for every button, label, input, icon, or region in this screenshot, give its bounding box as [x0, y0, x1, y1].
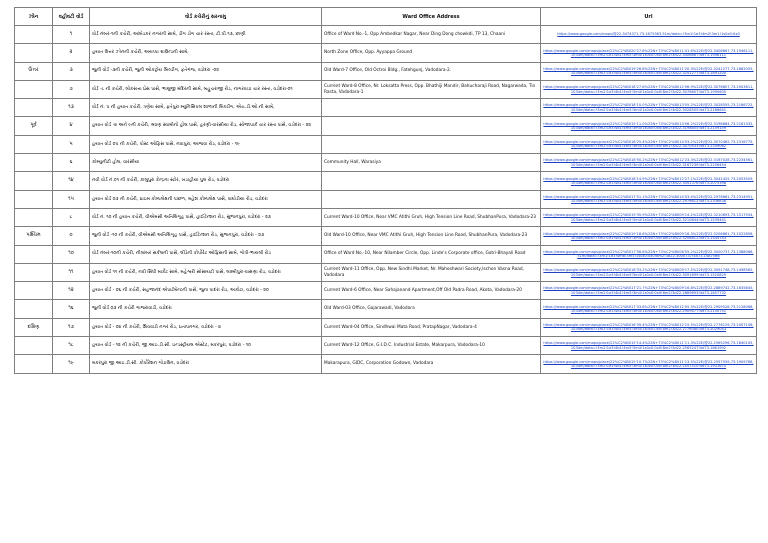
- ward-number-cell: ૧૧: [53, 263, 90, 281]
- map-url-link[interactable]: https://www.google.com/maps/place/22%C2%B017'33.8%22N+73%C2%B012'05.3%22E/@22.2909526,73.2128068,1034m/data=!3m2!1e3!4b1!4m5!3m4!1s0x0:0x0!8m2!3d22.2909477!4d73.2150751: [541, 300, 757, 318]
- ward-office-address-cell: Office of Ward No.-1, Opp Ambedkar Nagar, Near Ding Dong chowkdi, TP 13, Chaani: [322, 26, 541, 44]
- zone-cell: [15, 208, 53, 226]
- header-zone: ઝોન: [15, 8, 53, 26]
- zone-cell: [15, 154, 53, 172]
- map-url-link[interactable]: https://www.google.com/maps/place/22%C2%B017'56.6%22N+73%C2%B008'55.2%22E/@22.3000737,73.1388068,51m/data=!3m1!1e3!4m6!3m5!1s0x0:0x0!8m2!3d22.3000737!4d73.1487566: [541, 245, 757, 263]
- ward-office-address-cell: Current Ward-04 Office, Sindhwai Mata Road, PratapNagar, Vadodara-4: [322, 318, 541, 336]
- ward-office-gujarati-cell: હયાત વોર્ડ ૧૧ ની કચેરી, નવી સિંધી માર્કેટ સામે, મહેશ્વરી સોસાયટી પાસે, લક્ષ્મીપુરા-વાસણા રોડ, વડોદરા: [90, 263, 322, 281]
- table-row: [15, 154, 757, 172]
- ward-number-cell: ૧૮: [53, 337, 90, 355]
- ward-office-address-cell: Current Ward-12 Office, G.I.D.C. Industrial Estate, Makarpura, Vadodara-10: [322, 337, 541, 355]
- table-row: [15, 355, 757, 373]
- ward-number-cell: ૩: [53, 62, 90, 80]
- ward-number-cell: ૧૩: [53, 99, 90, 117]
- zone-cell: [15, 99, 53, 117]
- ward-office-address-cell: [322, 172, 541, 190]
- zone-cell: [15, 172, 53, 190]
- table-row: [15, 26, 757, 44]
- ward-office-gujarati-cell: હયાત વોર્ડ - ૦૬ ની કચેરી, સહજાનંદ એપાર્ટમેન્ટની પાસે, જુના પાદરા રોડ, અકોટા, વડોદરા - ૨૦: [90, 282, 322, 300]
- table-row: [15, 227, 757, 245]
- map-url-link[interactable]: https://www.google.com/maps/place/22%C2%B018'50.2%22N+73%C2%B012'23.3%22E/@22.3167028,73.2234561,1034m/data=!3m2!1e3!4b1!4m5!3m4!1s0x0:0x0!8m2!3d22.3167239!4d73.2256454: [541, 154, 757, 172]
- ward-office-gujarati-cell: જુની વોર્ડ ૦૩ ની કચેરી ગાજરાવાડી, વડોદરા: [90, 300, 322, 318]
- ward-office-address-cell: Current Ward-11 Office, Opp. New Sindhi Market, Nr. Maheshwari Society,Ischon Vasna Road, Vadodara: [322, 263, 541, 281]
- ward-office-address-cell: [322, 135, 541, 153]
- map-url-link[interactable]: https://www.google.com/maps/place/22%C2%B017'21.7%22N+73%C2%B009'16.8%22E/@22.2889742,73.1635845,1034m/data=!3m2!1e3!4b1!4m5!3m4!1s0x0:0x0!8m2!3d22.2889693!4d73.1657732: [541, 282, 757, 300]
- table-row: [15, 135, 757, 153]
- map-url-link[interactable]: https://www.google.com/maps/place/22%C2%B018'25.4%22N+73%C2%B014'03.2%22E/@22.3070482,73.2316775,1034m/data=!3m2!1e3!4b1!4m5!3m4!1s0x0:0x0!8m2!3d22.3070433!4d73.2339062: [541, 135, 757, 153]
- ward-office-gujarati-cell: હયાત વોર્ડ - ૧૨ ની કચેરી, જી.આઇ.ડી.સી. ઇન્ડસ્ટ્રીયલ એસ્ટેટ, મકરપુરા, વડોદરા - ૧૦: [90, 337, 322, 355]
- map-url-link[interactable]: https://www.google.com/maps/place/22%C2%B016'39.4%22N+73%C2%B012'15.5%22E/@22.2776129,73.2007156,1034m/data=!3m2!1e3!4b1!4m5!3m4!1s0x0:0x0!8m2!3d22.2776080!4d73.2029043: [541, 318, 757, 336]
- zone-cell: [15, 135, 53, 153]
- map-url-link[interactable]: https://www.google.com/maps/place/22%C2%B019'35.9%22N+73%C2%B009'14.2%22E/@22.3210893,73.1517554,1034m/data=!3m2!1e3!4b1!4m5!3m4!1s0x0:0x0!8m2!3d22.3210844!4d73.1539441: [541, 208, 757, 226]
- map-url-link[interactable]: https://www.google.com/maps/place/22%C2%B015'10.7%22N+73%C2%B011'13.5%22E/@22.2557559,73.1909788,1034m/data=!3m2!1e3!4b1!4m5!3m4!1s0x0:0x0!8m2!3d22.2557510!4d73.1931675: [541, 355, 757, 373]
- map-url-link[interactable]: https://www.google.com/maps/place/22%C2%B018'10.0%22N+73%C2%B013'05.2%22E/@22.3028555,73.2186722,1034m/data=!3m2!1e3!4b1!4m5!3m4!1s0x0:0x0!8m2!3d22.3028555!4d73.2186641: [541, 99, 757, 117]
- spreadsheet: [14, 7, 756, 374]
- ward-office-address-cell: [322, 190, 541, 208]
- map-url-link[interactable]: https://www.google.com/maps/place/22%C2%B018'14.9%22N+73%C2%B012'27.1%22E/@22.3041425,73.2053509,1034m/data=!3m2!1e3!4b1!4m5!3m4!1s0x0:0x0!8m2!3d22.3041376!4d73.2075398: [541, 172, 757, 190]
- ward-office-gujarati-cell: વોર્ડ નંબર-૧ની કચેરી, આંબેડકર નગરની સામે, ડીંગ ડોંગ ચાર રસ્તા, ટી.પી.૧૩, છાણી: [90, 26, 322, 44]
- ward-number-cell: ૮: [53, 208, 90, 226]
- table-row: [15, 263, 757, 281]
- ward-office-address-cell: North Zone Office, Opp. Ayyappa Ground: [322, 44, 541, 62]
- zone-cell: [15, 337, 53, 355]
- table-row: [15, 208, 757, 226]
- map-url-link[interactable]: https://www.google.com/maps/place/22%C2%B020'27.8%22N+73%C2%B011'41.6%22E/@22.3406667,73.1946111,1034m/data=!3m2!1e3!4b1!4m5!3m4!1s0x0:0x0!8m2!3d22.3406667!4d73.1946111: [541, 44, 757, 62]
- zone-cell: [15, 263, 53, 281]
- ward-office-address-cell: Community Hall, Warasiya: [322, 154, 541, 172]
- ward-number-cell: ૧૯: [53, 355, 90, 373]
- header-ward-office-address: Ward Office Address: [322, 8, 541, 26]
- ward-office-table: [14, 7, 757, 374]
- zone-cell: [15, 245, 53, 263]
- table-row: [15, 99, 757, 117]
- ward-office-gujarati-cell: કોમ્યુનીટી હોલ, વારસીયા: [90, 154, 322, 172]
- ward-number-cell: ૫: [53, 135, 90, 153]
- table-row: [15, 245, 757, 263]
- ward-office-address-cell: [322, 99, 541, 117]
- table-row: [15, 44, 757, 62]
- ward-office-gujarati-cell: નવી વોર્ડ નં.૦૧ ની કચેરી, કાલુપુરા કેન્દ્રના સ્ટોર, ખડાહીયા પુલ રોડ, વડોદરા: [90, 172, 322, 190]
- table-row: [15, 62, 757, 80]
- map-url-link[interactable]: https://www.google.com/maps/place/22%C2%B019'11.0%22N+73%C2%B013'06.2%22E/@22.3198884,73.2181332,1034m/data=!3m2!1e3!4b1!4m5!3m4!1s0x0:0x0!8m2!3d22.3198855!4d73.2159159: [541, 117, 757, 135]
- ward-number-cell: ૧૬: [53, 300, 90, 318]
- ward-office-gujarati-cell: હયાત વોર્ડ ૦૫ ની કચેરી, પોસ્ટ ઓફિસ પાસે, નવાપુરા, આજવા રોડ, વડોદરા - ૧૯: [90, 135, 322, 153]
- zone-cell: [15, 190, 53, 208]
- zone-cell: પશ્ચિમ: [15, 227, 53, 245]
- ward-office-gujarati-cell: વોર્ડ નંબર-૧૦ની કચેરી, નીલાંબર સર્કલની પાસે, લીંડેની કોર્પોરેટ ઓફિસની સામે, ગોત્રી-ભાયલી રોડ: [90, 245, 322, 263]
- zone-cell: [15, 80, 53, 98]
- map-url-link[interactable]: https://www.google.com/maps/@22.3474371,73.1675363,51m/data=!3m1!1e3!4m2!3m1!1s0x0:0x0: [541, 26, 757, 44]
- ward-office-address-cell: Old Ward-7 Office, Old Octroi Bldg., Fatehgunj, Vadodara-2.: [322, 62, 541, 80]
- ward-number-cell: ૦: [53, 227, 90, 245]
- ward-office-address-cell: Current Ward-8 Office, Nr. Loksatta Press, Opp. Bhathiji Mandir, Bahucharaji Road, Nagarwada, Tin Rasta, Vadodara-1: [322, 80, 541, 98]
- ward-office-gujarati-cell: હયાત વોર્ડ - ૦૪ ની કચેરી, શિવવાડી નગર રોડ, પ્રતાપનગર, વડોદરા - ૪: [90, 318, 322, 336]
- map-url-link[interactable]: https://www.google.com/maps/place/22%C2%B018'33.2%22N+73%C2%B009'17.5%22E/@22.3091748,73.1498562,1034m/data=!3m2!1e3!4b1!4m5!3m4!1s0x0:0x0!8m2!3d22.3091699!4d73.1520829: [541, 263, 757, 281]
- zone-cell: પૂર્વ: [15, 117, 53, 135]
- ward-number-cell: ૧૫: [53, 190, 90, 208]
- zone-cell: [15, 355, 53, 373]
- ward-number-cell: ૧૪: [53, 172, 90, 190]
- ward-office-address-cell: Old Ward-10 Office, Near VMC Atithi Gruh, High Tension Line Road, ShubhanPura, Vadodara-23: [322, 227, 541, 245]
- table-row: [15, 318, 757, 336]
- ward-number-cell: ૧૭: [53, 318, 90, 336]
- table-row: [15, 282, 757, 300]
- ward-office-gujarati-cell: વોર્ડ -૮ ની કચેરી, લોકસત્તા પ્રેસ પાસે, ભાથુજી મંદિરની સામે, બહુચરાજી રોડ, નાગરવાડા ચાર રસ્તા, વડોદરા-૦૧: [90, 80, 322, 98]
- ward-number-cell: ૪: [53, 117, 90, 135]
- zone-cell: [15, 26, 53, 44]
- ward-office-gujarati-cell: મકરપુરા જી.આઇ.ડી.સી. કોર્પોરેશન ગોડાઉન, વડોદરા: [90, 355, 322, 373]
- zone-cell: દક્ષિણ: [15, 318, 53, 336]
- ward-office-address-cell: Office of Ward No.-10, Near Nilamber Circle, Opp. Linde's Corporate office, Gotri-Bhayali Road: [322, 245, 541, 263]
- map-url-link[interactable]: https://www.google.com/maps/place/22%C2%B018'27.6%22N+73%C2%B012'06.9%22E/@22.3076607,73.2003611,1034m/data=!3m2!1e3!4b1!4m5!3m4!1s0x0:0x0!8m2!3d22.3076607!4d73.1990605: [541, 80, 757, 98]
- ward-number-cell: ૨: [53, 44, 90, 62]
- ward-office-gujarati-cell: વોર્ડ નં. ૧૦ ની હયાત કચેરી, વીએમસી અતિથિગૃહ પાસે, હાઈટેન્શન રોડ, સુભાનપુરા, વડોદરા - ૨૩: [90, 208, 322, 226]
- zone-cell: [15, 282, 53, 300]
- ward-number-cell: ૭: [53, 80, 90, 98]
- ward-office-gujarati-cell: જુની વોર્ડ -૧૦ ની કચેરી, વીએમસી અતિથિગૃહ પાસે, હાઈટેન્શન રોડ, સુભાનપુરા, વડોદરા - ૨૩: [90, 227, 322, 245]
- ward-number-cell: ૧૨: [53, 282, 90, 300]
- ward-office-address-cell: [322, 117, 541, 135]
- map-url-link[interactable]: https://www.google.com/maps/place/22%C2%B019'26.8%22N+73%C2%B011'20.3%22E/@22.3241277,73.1862055,1034m/data=!3m2!1e3!4b1!4m5!3m4!1s0x0:0x0!8m2!3d22.3241277!4d73.1891200: [541, 62, 757, 80]
- map-url-link[interactable]: https://www.google.com/maps/place/22%C2%B019'18.6%22N+73%C2%B009'16.3%22E/@22.3206861,73.1522856,1034m/data=!3m2!1e3!4b1!4m5!3m4!1s0x0:0x0!8m2!3d22.3206812!4d73.1544743: [541, 227, 757, 245]
- ward-number-cell: ૬: [53, 154, 90, 172]
- ward-office-gujarati-cell: હયાત વોર્ડ ૦૩ ની કચેરી, પ્રાઇમ કોમ્પલેક્ષની પાછળ, મહેશ કોમ્પલેક્ષ પાસે, વાઘોડીયા રોડ, વડોદરા: [90, 190, 322, 208]
- table-row: [15, 300, 757, 318]
- ward-office-gujarati-cell: હયાત વોર્ડ -૪ અને ૯ની કચેરી, શ્રવણ સ્વામીનો હોલ પાસે, હરણી-વારસીયા રોડ, સ્વેજાપાર્ક ચાર રસ્તા પાસે, વડોદરા - ૨૨: [90, 117, 322, 135]
- ward-number-cell: ૧: [53, 26, 90, 44]
- ward-number-cell: ૧૦: [53, 245, 90, 263]
- zone-cell: [15, 300, 53, 318]
- map-url-link[interactable]: https://www.google.com/maps/place/22%C2%B015'14.4%22N+73%C2%B011'11.3%22E/@22.2565296,73.1840105,1034m/data=!3m2!1e3!4b1!4m5!3m4!1s0x0:0x0!8m2!3d22.2565247!4d73.1861992: [541, 337, 757, 355]
- zone-cell: ઉત્તર: [15, 62, 53, 80]
- table-row: [15, 337, 757, 355]
- header-url: Url: [541, 8, 757, 26]
- ward-office-address-cell: Current Ward-6 Office, Near Sahajanand Apartment,Off Old Padra Road, Akota, Vadodara-20: [322, 282, 541, 300]
- map-url-link[interactable]: https://www.google.com/maps/place/22%C2%B017'51.1%22N+73%C2%B014'03.4%22E/@22.2976661,73.2314951,1034m/data=!3m2!1e3!4b1!4m5!3m4!1s0x0:0x0!8m2!3d22.2976612!4d73.2336838: [541, 190, 757, 208]
- table-row: [15, 80, 757, 98]
- zone-cell: [15, 44, 53, 62]
- header-ward-number: વહીવટી વોર્ડ: [53, 8, 90, 26]
- table-row: [15, 172, 757, 190]
- ward-office-gujarati-cell: હયાત ઉત્તર ઝોનની કચેરી, અયપ્પા ગ્રાઉન્ડની સામે,: [90, 44, 322, 62]
- table-row: [15, 190, 757, 208]
- ward-office-address-cell: Current Ward-10 Office, Near VMC Atithi Gruh, High Tension Line Road, ShubhanPura, Vadodara-23: [322, 208, 541, 226]
- header-ward-office-gujarati: વોર્ડ કચેરીનું સરનામુ: [90, 8, 322, 26]
- ward-office-address-cell: Makarapura, GIDC, Corporation Godown, Vadodara: [322, 355, 541, 373]
- ward-office-gujarati-cell: જુની વોર્ડ -૩ની કચેરી, જુની ઓકટ્રોય બિલ્ડીંગ, ફતેગંજ, વડોદરા -૦૨: [90, 62, 322, 80]
- header-row: [15, 8, 757, 26]
- ward-office-address-cell: Old Ward-03 Office, Gajarawadi, Vadodara: [322, 300, 541, 318]
- table-row: [15, 117, 757, 135]
- ward-office-gujarati-cell: વોર્ડ નં. ૫ ની હયાત કચેરી, ત્રણેય સામે, ફતેપુરા મ્યુનિસિપલ શાળાની બિલ્ડીંગ, એચ.ડી.ઓ.ની સામે,: [90, 99, 322, 117]
